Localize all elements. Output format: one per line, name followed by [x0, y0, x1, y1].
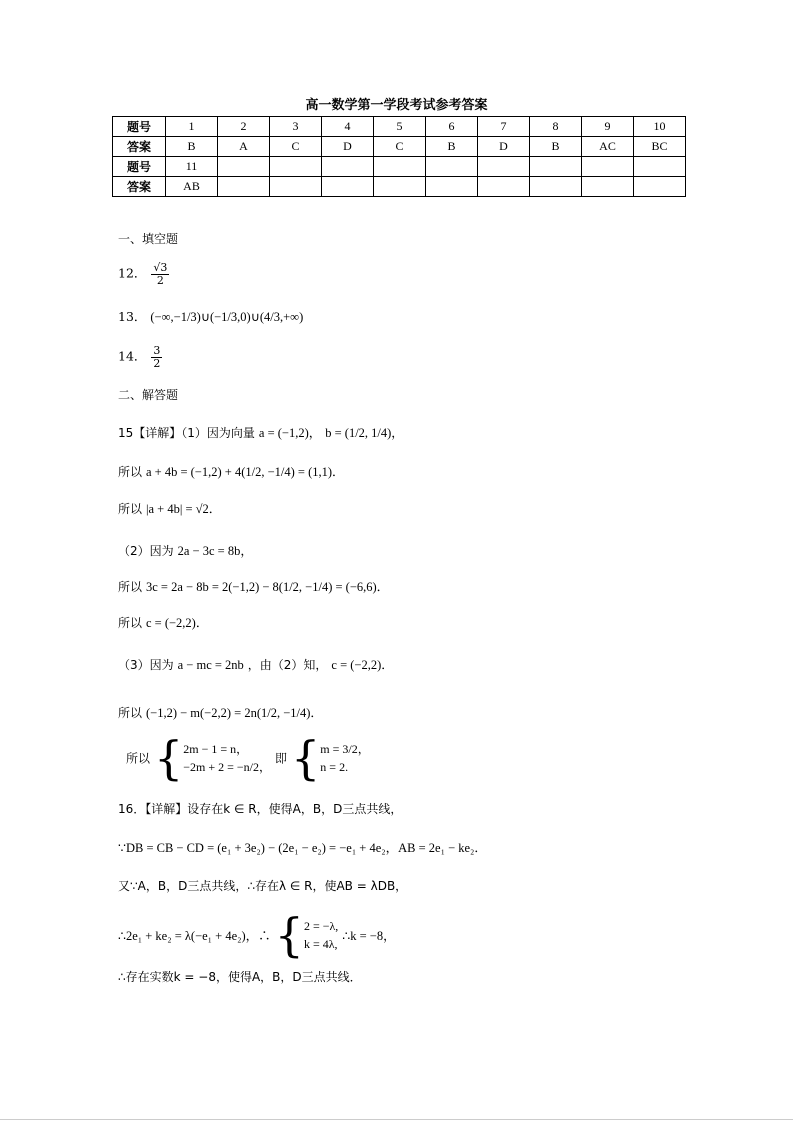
equation: k = 4λ, — [303, 937, 338, 951]
q15-math: a + 4b = (−1,2) + 4(1/2, −1/4) = (1,1)． — [146, 465, 345, 479]
table-cell: AC — [582, 137, 634, 157]
table-cell: B — [530, 137, 582, 157]
q16-line-4 — [118, 908, 396, 962]
q16-line-2 — [118, 838, 487, 856]
q15-line-5 — [118, 577, 389, 595]
equation: 2m − 1 = n， — [183, 742, 249, 756]
q16-system — [274, 908, 339, 962]
table-cell — [218, 177, 270, 197]
q15-math: c = (−2,2)． — [146, 616, 209, 630]
table-cell: 9 — [582, 117, 634, 137]
q16-math: ∵DB = CB − CD = (e₁ + 3e₂) − (2e₁ − e₂) = −e₁ + 4e₂，AB = 2e₁ − ke₂． — [118, 841, 487, 855]
table-cell: A — [218, 137, 270, 157]
row-header: 答案 — [113, 137, 166, 157]
table-cell — [582, 157, 634, 177]
table-cell: 3 — [270, 117, 322, 137]
answer-table — [112, 116, 686, 197]
q15-system-2 — [291, 731, 370, 785]
q16-line-5 — [118, 968, 362, 985]
q15-math: (−1,2) − m(−2,2) = 2n(1/2, −1/4)． — [146, 706, 323, 720]
q15-line-1 — [118, 423, 404, 441]
row-header: 题号 — [113, 117, 166, 137]
q16-line-3 — [118, 877, 407, 894]
table-cell — [478, 177, 530, 197]
page-bottom-rule — [0, 1119, 793, 1120]
equation: m = 3/2， — [320, 742, 370, 756]
q13-answer — [118, 307, 303, 325]
table-cell: C — [374, 137, 426, 157]
q15-line-8 — [118, 703, 323, 721]
page-title: 高一数学第一学段考试参考答案 — [305, 98, 488, 113]
table-cell: D — [322, 137, 374, 157]
q16-math: ∴2e₁ + ke₂ = λ(−e₁ + 4e₂)，∴ — [118, 929, 271, 943]
section-heading-fill-in: 一、填空题 — [118, 232, 179, 246]
q15-text: 15【详解】（1）因为向量 — [118, 426, 255, 440]
table-cell — [530, 157, 582, 177]
q16-text: 又∵A，B，D三点共线，∴存在λ ∈ R，使AB = λDB， — [118, 879, 408, 893]
table-cell — [218, 157, 270, 177]
q16-line-1 — [118, 800, 402, 817]
q15-math: 3c = 2a − 8b = 2(−1,2) − 8(1/2, −1/4) = (−6,6)． — [146, 580, 390, 594]
q15-text: 所以 — [118, 502, 143, 516]
q15-math: b = (1/2, 1/4)， — [325, 426, 404, 440]
q15-text: 所以 — [118, 706, 143, 720]
q14-denominator: 2 — [153, 356, 161, 370]
left-brace-icon: { — [154, 731, 184, 785]
q15-text: ，由（2）知， — [247, 658, 328, 672]
table-row — [113, 177, 686, 197]
table-cell — [478, 157, 530, 177]
q15-math: a − mc = 2nb — [177, 658, 244, 672]
q12-label: 12． — [118, 265, 147, 281]
table-cell — [426, 177, 478, 197]
q15-text: （3）因为 — [118, 658, 174, 672]
table-cell: B — [426, 137, 478, 157]
q13-label: 13． — [118, 309, 147, 324]
q15-line-4 — [118, 541, 253, 559]
q14-label: 14． — [118, 348, 147, 364]
q16-text: ∴存在实数k = −8，使得A，B，D三点共线． — [118, 970, 362, 984]
table-row — [113, 137, 686, 157]
table-cell: 7 — [478, 117, 530, 137]
table-cell — [530, 177, 582, 197]
table-cell: 8 — [530, 117, 582, 137]
table-cell: 10 — [634, 117, 686, 137]
row-header: 答案 — [113, 177, 166, 197]
table-row — [113, 117, 686, 137]
table-cell: 11 — [166, 157, 218, 177]
equation: n = 2. — [320, 760, 349, 774]
table-cell — [374, 157, 426, 177]
q13-expression: (−∞,−1/3)∪(−1/3,0)∪(4/3,+∞) — [150, 310, 304, 324]
q15-line-9 — [126, 731, 370, 785]
q12-numerator: √3 — [153, 261, 168, 274]
table-cell — [582, 177, 634, 197]
q14-answer — [118, 345, 163, 369]
q15-system-1 — [154, 731, 272, 785]
table-cell: AB — [166, 177, 218, 197]
table-cell: 5 — [374, 117, 426, 137]
q12-fraction — [151, 262, 169, 286]
table-cell — [426, 157, 478, 177]
q15-math: a = (−1,2)， — [258, 426, 322, 440]
q15-line-2 — [118, 462, 345, 480]
table-cell: B — [166, 137, 218, 157]
q16-math: ∴k = −8， — [342, 929, 396, 943]
left-brace-icon: { — [274, 908, 304, 962]
q15-text: 即 — [275, 751, 288, 766]
q15-text: （2）因为 — [118, 544, 174, 558]
table-cell: 1 — [166, 117, 218, 137]
q16-text: 16．【详解】设存在k ∈ R，使得A，B，D三点共线， — [118, 802, 403, 816]
q15-line-3 — [118, 499, 221, 517]
q15-math: 2a − 3c = 8b， — [177, 544, 253, 558]
q15-line-7 — [118, 655, 394, 673]
table-cell: C — [270, 137, 322, 157]
table-cell: 2 — [218, 117, 270, 137]
q15-line-6 — [118, 613, 208, 631]
q14-numerator: 3 — [153, 344, 161, 357]
table-cell — [634, 177, 686, 197]
q15-text: 所以 — [118, 465, 143, 479]
table-cell: 4 — [322, 117, 374, 137]
table-cell: BC — [634, 137, 686, 157]
row-header: 题号 — [113, 157, 166, 177]
table-cell — [270, 177, 322, 197]
equation: 2 = −λ, — [303, 919, 339, 933]
table-cell: 6 — [426, 117, 478, 137]
table-cell: D — [478, 137, 530, 157]
left-brace-icon: { — [291, 731, 321, 785]
q15-text: 所以 — [126, 751, 151, 766]
q15-math: |a + 4b| = √2． — [146, 502, 222, 516]
table-cell — [270, 157, 322, 177]
q15-math: c = (−2,2)． — [331, 658, 394, 672]
table-cell — [322, 157, 374, 177]
q15-text: 所以 — [118, 616, 143, 630]
q14-fraction — [151, 345, 162, 369]
q15-text: 所以 — [118, 580, 143, 594]
q12-denominator: 2 — [156, 273, 164, 287]
section-heading-solutions: 二、解答题 — [118, 388, 179, 402]
table-cell — [634, 157, 686, 177]
table-cell — [374, 177, 426, 197]
table-row — [113, 157, 686, 177]
equation: −2m + 2 = −n/2， — [183, 760, 272, 774]
q12-answer — [118, 262, 170, 286]
table-cell — [322, 177, 374, 197]
